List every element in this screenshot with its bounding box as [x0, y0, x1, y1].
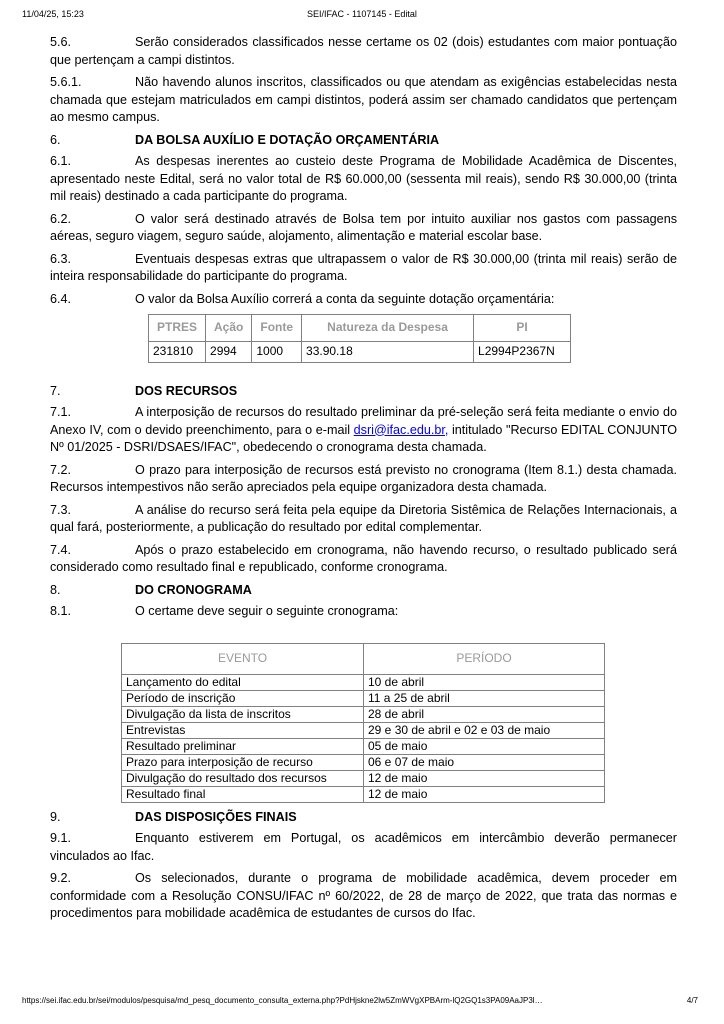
clause-7-4	[50, 542, 677, 577]
section-title: DAS DISPOSIÇÕES FINAIS	[135, 809, 297, 824]
cell-evento: Divulgação da lista de inscritos	[122, 706, 364, 722]
cell-acao: 2994	[206, 342, 252, 363]
clause-number: 7.2.	[50, 462, 72, 477]
cell-periodo: 11 a 25 de abril	[364, 690, 605, 706]
page-url: https://sei.ifac.edu.br/sei/modulos/pesquisa/md_pesq_documento_consulta_externa.php?PdHjskne2lw5ZmWVgXPBArm-lQ2GQ1s3PA09AaJP3l…	[22, 996, 543, 1005]
clause-number: 5.6.	[50, 35, 72, 49]
section-number: 8.	[50, 582, 61, 597]
clause-number: 6.2.	[50, 211, 72, 226]
clause-text: O valor da Bolsa Auxílio correrá a conta da seguinte dotação orçamentária:	[135, 291, 555, 306]
clause-6-1	[50, 153, 677, 206]
clause-number: 7.3.	[50, 502, 72, 517]
clause-number: 5.6.1.	[50, 75, 82, 89]
section-number: 7.	[50, 383, 61, 398]
clause-7-1	[50, 404, 677, 457]
clause-text: Eventuais despesas extras que ultrapassem o valor de R$ 30.000,00 (trinta mil reais) serão de inteira responsabilidade do participante do programa.	[50, 251, 677, 283]
clause-text: Serão considerados classificados nesse certame os 02 (dois) estudantes com maior pontuação que pertençam a campi distintos.	[50, 35, 677, 67]
email-link[interactable]: dsri@ifac.edu.br,	[353, 422, 449, 437]
header-evento: EVENTO	[122, 643, 364, 674]
clause-number: 9.1.	[50, 831, 72, 845]
cell-periodo: 10 de abril	[364, 674, 605, 690]
table-row	[122, 754, 605, 770]
clause-8-1	[50, 603, 677, 621]
cell-periodo: 06 e 07 de maio	[364, 754, 605, 770]
section-number: 6.	[50, 132, 61, 147]
clause-text-continued: intitulado "Recurso EDITAL CONJUNTO Nº 01/2025 - DSRI/DSAES/IFAC", obedecendo o cronograma desta chamada.	[50, 422, 677, 454]
page-number: 4/7	[686, 996, 698, 1005]
cell-periodo: 05 de maio	[364, 738, 605, 754]
clause-5-6	[50, 34, 677, 69]
table-row	[122, 674, 605, 690]
print-doc-title: SEI/IFAC - 1107145 - Edital	[307, 9, 417, 19]
cell-pi: L2994P2367N	[474, 342, 571, 363]
header-ptres: PTRES	[149, 315, 206, 342]
table-row	[122, 738, 605, 754]
section-6-heading	[50, 132, 677, 150]
cell-natureza: 33.90.18	[302, 342, 474, 363]
section-title: DOS RECURSOS	[135, 383, 238, 398]
cell-periodo: 28 de abril	[364, 706, 605, 722]
table-row	[122, 706, 605, 722]
clause-number: 6.3.	[50, 251, 72, 266]
document-body	[50, 34, 677, 928]
section-9-heading	[50, 809, 677, 827]
clause-text: Os selecionados, durante o programa de mobilidade acadêmica, devem proceder em conformidade com a Resolução CONSU/IFAC nº 60/2022, de 28 de março de 2022, que trata das normas e procedimentos para mobilidade acadêmica de estudantes de cursos do Ifac.	[50, 871, 677, 920]
cell-ptres: 231810	[149, 342, 206, 363]
print-footer	[0, 996, 724, 1010]
header-periodo: PERÍODO	[364, 643, 605, 674]
cell-periodo: 12 de maio	[364, 770, 605, 786]
print-datetime: 11/04/25, 15:23	[22, 9, 84, 19]
section-7-heading	[50, 383, 677, 401]
clause-6-3	[50, 251, 677, 286]
cell-evento: Entrevistas	[122, 722, 364, 738]
print-header	[0, 9, 724, 23]
clause-text: A interposição de recursos do resultado preliminar da pré-seleção será feita mediante o envio do Anexo IV, com o devido preenchimento, para o e-mail	[50, 405, 677, 437]
cell-evento: Resultado preliminar	[122, 738, 364, 754]
cell-evento: Lançamento do edital	[122, 674, 364, 690]
header-natureza: Natureza da Despesa	[302, 315, 474, 342]
schedule-table	[121, 643, 605, 803]
cell-periodo: 29 e 30 de abril e 02 e 03 de maio	[364, 722, 605, 738]
clause-number: 8.1.	[50, 604, 72, 618]
clause-text: As despesas inerentes ao custeio deste Programa de Mobilidade Acadêmica de Discentes, apresentado neste Edital, será no valor total de R$ 60.000,00 (sessenta mil reais), sendo R$ 30.000,00 (trinta mil reais) destinado a cada participante do programa.	[50, 154, 677, 203]
clause-text: O prazo para interposição de recursos está previsto no cronograma (Item 8.1.) desta chamada. Recursos intempestivos não serão apreciados pela equipe organizadora desta chamada.	[50, 462, 677, 494]
table-row	[149, 342, 571, 363]
clause-text: O certame deve seguir o seguinte cronograma:	[135, 604, 399, 618]
section-title: DO CRONOGRAMA	[135, 582, 252, 597]
section-8-heading	[50, 582, 677, 600]
clause-number: 7.4.	[50, 542, 72, 557]
cell-fonte: 1000	[252, 342, 302, 363]
cell-evento: Divulgação do resultado dos recursos	[122, 770, 364, 786]
section-number: 9.	[50, 809, 61, 824]
header-fonte: Fonte	[252, 315, 302, 342]
clause-5-6-1	[50, 74, 677, 127]
clause-number: 7.1.	[50, 405, 72, 419]
clause-number: 6.1.	[50, 154, 72, 168]
table-row	[122, 770, 605, 786]
cell-evento: Resultado final	[122, 786, 364, 802]
clause-number: 6.4.	[50, 291, 72, 306]
cell-periodo: 12 de maio	[364, 786, 605, 802]
clause-6-2	[50, 211, 677, 246]
clause-number: 9.2.	[50, 871, 72, 885]
header-pi: PI	[474, 315, 571, 342]
header-acao: Ação	[206, 315, 252, 342]
clause-text: Após o prazo estabelecido em cronograma, não havendo recurso, o resultado publicado será considerado como resultado final e republicado, conforme cronograma.	[50, 542, 677, 574]
section-title: DA BOLSA AUXÍLIO E DOTAÇÃO ORÇAMENTÁRIA	[135, 132, 440, 147]
budget-table	[148, 314, 571, 363]
clause-9-2	[50, 870, 677, 923]
table-row	[122, 690, 605, 706]
clause-7-3	[50, 502, 677, 537]
schedule-table-header	[122, 643, 605, 674]
clause-text: O valor será destinado através de Bolsa tem por intuito auxiliar nos gastos com passagens aéreas, seguro viagem, seguro saúde, alojamento, alimentação e material escolar base.	[50, 211, 677, 243]
cell-evento: Período de inscrição	[122, 690, 364, 706]
clause-7-2	[50, 462, 677, 497]
budget-table-header	[149, 315, 571, 342]
clause-text: A análise do recurso será feita pela equipe da Diretoria Sistêmica de Relações Internacionais, a qual fará, posteriormente, a publicação do resultado por edital complementar.	[50, 502, 677, 534]
clause-text: Não havendo alunos inscritos, classificados ou que atendam as exigências estabelecidas nesta chamada que estejam matriculados em campi distintos, poderá assim ser chamado candidatos que pertençam ao mesmo campus.	[50, 75, 677, 124]
cell-evento: Prazo para interposição de recurso	[122, 754, 364, 770]
clause-text: Enquanto estiverem em Portugal, os acadêmicos em intercâmbio deverão permanecer vinculados ao Ifac.	[50, 831, 677, 863]
table-row	[122, 786, 605, 802]
table-row	[122, 722, 605, 738]
clause-6-4	[50, 291, 677, 309]
clause-9-1	[50, 830, 677, 865]
